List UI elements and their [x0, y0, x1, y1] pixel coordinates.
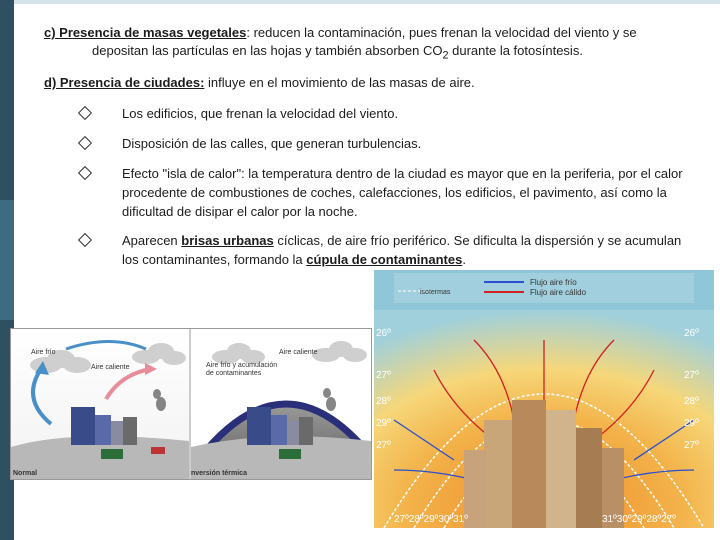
bullet-text: [122, 231, 692, 269]
car-icon: [151, 447, 165, 454]
top-accent-line: [14, 0, 720, 4]
bullet-text: Disposición de las calles, que generan turbulencias.: [122, 136, 422, 151]
temp-left-0: 26º: [376, 328, 391, 339]
temp-right-1: 27º: [684, 370, 699, 381]
diamond-bullet-icon: [78, 106, 92, 120]
bullet-text: Los edificios, que frenan la velocidad del viento.: [122, 106, 399, 121]
temp-right-3: 29º: [684, 418, 699, 429]
label-aire-frio-acum-1: Aire frío y acumulación: [206, 362, 278, 369]
inversion-diagram: [10, 328, 372, 480]
legend-flujo-frio: Flujo aire frío: [530, 278, 577, 287]
temp-left-3: 29º: [376, 418, 391, 429]
cupula-contaminantes-term: cúpula de contaminantes: [306, 252, 463, 267]
diamond-bullet-icon: [78, 233, 92, 247]
caption-inversion: Inversión térmica: [189, 470, 247, 477]
temp-right-2: 28º: [684, 396, 699, 407]
label-aire-frio-acum-2: de contaminantes: [206, 370, 262, 377]
bullet-text-part: Aparecen: [122, 233, 182, 248]
left-accent-stripe: [0, 200, 14, 320]
label-aire-caliente-left: Aire caliente: [91, 364, 130, 371]
temp-left-1: 27º: [376, 370, 391, 381]
legend-flujo-calido: Flujo aire cálido: [530, 288, 587, 297]
section-d-paragraph: [44, 74, 714, 92]
temp-right-0: 26º: [684, 328, 699, 339]
temp-left-2: 28º: [376, 396, 391, 407]
co2-subscript: 2: [442, 49, 449, 62]
temp-bottom-right: 31º30º29º28º27º: [602, 514, 676, 525]
diamond-bullet-icon: [78, 136, 92, 150]
temp-left-4: 27º: [376, 440, 391, 451]
legend-isotermas: isotermas: [420, 289, 451, 296]
temp-bottom-left: 27º28º29º30º31º: [394, 514, 468, 525]
section-d-title: d) Presencia de ciudades:: [44, 75, 205, 90]
section-c-text-1: : reducen la contaminación, pues frenan la velocidad del viento y se: [246, 25, 637, 40]
bullet-text-part: .: [462, 252, 466, 267]
legend: [394, 273, 694, 303]
heat-island-diagram: [374, 270, 714, 528]
caption-normal: Normal: [13, 470, 38, 477]
section-d-text: influye en el movimiento de las masas de aire.: [204, 75, 475, 90]
section-c-title: c) Presencia de masas vegetales: [44, 25, 247, 40]
section-c-text-2a: depositan las partículas en las hojas y también absorben CO: [92, 43, 443, 58]
bullet-text: Efecto "isla de calor": la temperatura dentro de la ciudad es mayor que en la periferia, por el calor procedente de combustiones de coches, calefacciones, los edificios, el pavimento, así como la dificultad de disipar el calor por la noche.: [122, 166, 683, 219]
section-c-paragraph: [44, 24, 714, 65]
label-aire-frio: Aire frío: [31, 349, 56, 356]
bullet-text-part: cíclicas, de aire frío periférico. Se dificulta la dispersión y se acumulan los contaminantes, formando la: [122, 233, 682, 267]
truck-icon: [279, 449, 301, 459]
brisas-urbanas-term: brisas urbanas: [181, 233, 274, 248]
truck-icon: [101, 449, 123, 459]
label-aire-caliente-right: Aire caliente: [279, 349, 318, 356]
inversion-illustration: [11, 329, 371, 479]
diamond-bullet-icon: [78, 166, 92, 180]
heat-island-illustration: [374, 270, 714, 528]
temp-right-4: 27º: [684, 440, 699, 451]
section-c-text-2b: durante la fotosíntesis.: [448, 43, 583, 58]
